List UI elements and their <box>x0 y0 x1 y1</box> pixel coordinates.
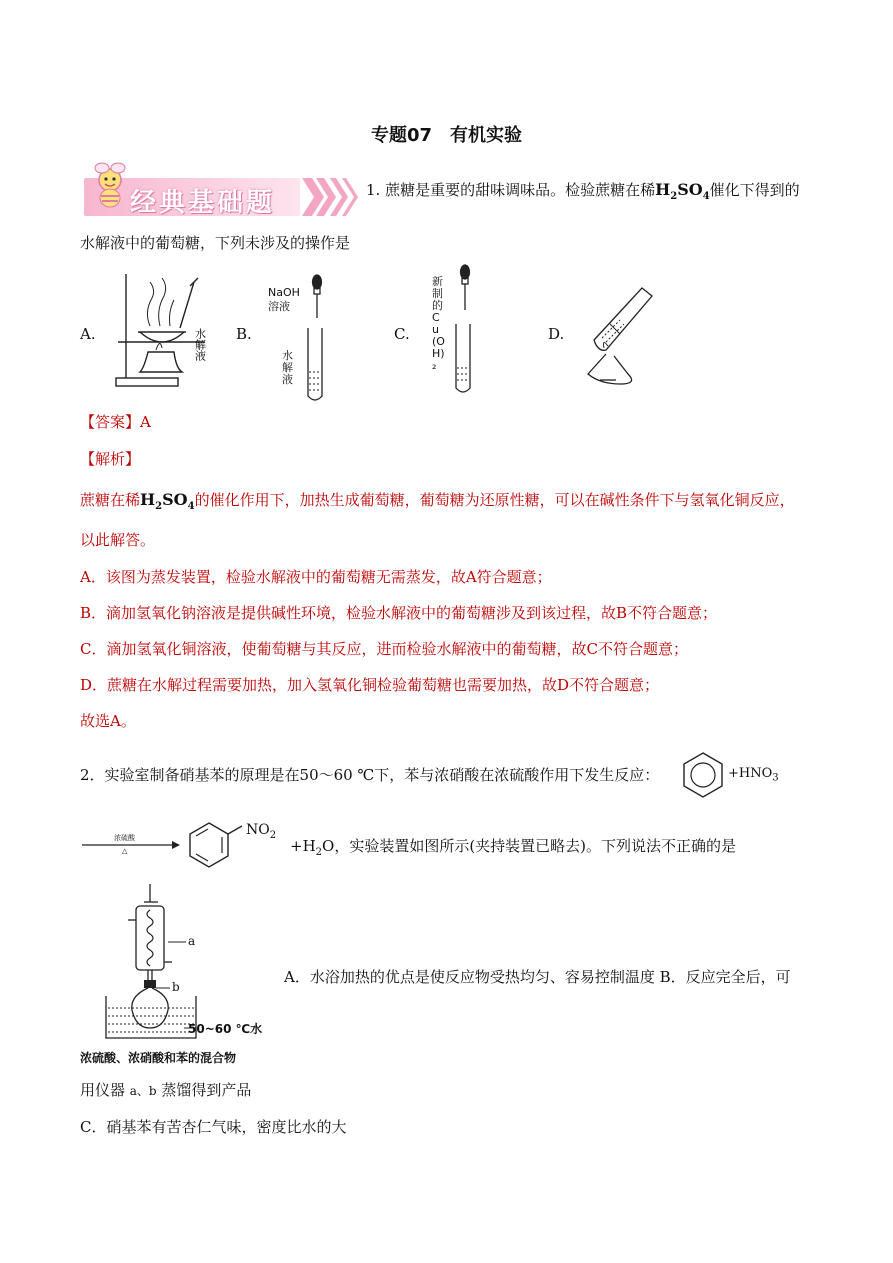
fig-label-mixture: 浓硫酸、浓硝酸和苯的混合物 <box>80 1051 237 1065</box>
q1-stem-line1 <box>366 180 800 207</box>
q1-analysis-line2: 以此解答。 <box>80 531 156 549</box>
fig-label-water: 50~60 ℃水 <box>188 1022 263 1036</box>
q2-stem-line1: 2．实验室制备硝基苯的原理是在50～60 ℃下，苯与浓硝酸在浓硫酸作用下发生反应： <box>80 766 660 784</box>
q2-options-line2: 用仪器 a、b 蒸馏得到产品 <box>80 1081 252 1099</box>
q1-analysis-b: B．滴加氢氧化钠溶液是提供碱性环境，检验水解液中的葡萄糖涉及到该过程，故B不符合题意； <box>80 604 718 622</box>
q1-stem-line2: 水解液中的葡萄糖，下列未涉及的操作是 <box>80 234 351 252</box>
fig-c-reagent: 新制的Cu(OH)₂ <box>432 275 445 372</box>
fig-label-b: b <box>172 980 180 994</box>
q1-analysis-conclusion: 故选A。 <box>80 712 136 730</box>
q2-stem-line2: $+H_2O$，实验装置如图所示(夹持装置已略去)。下列说法不正确的是 <box>290 837 737 858</box>
q1-option-d-label: D. <box>548 325 565 343</box>
dropper-test-tube-b-figure <box>298 272 332 406</box>
q1-analysis-d: D．蔗糖在水解过程需要加热，加入氢氧化铜检验葡萄糖也需要加热，故D不符合题意； <box>80 676 660 694</box>
arrow-condition-bottom: △ <box>122 847 128 855</box>
section-banner <box>80 160 364 218</box>
fig-b-reagent: NaOH 溶液 <box>268 286 300 313</box>
banner-text: 经典基础题 <box>130 188 276 218</box>
q1-analysis-c: C．滴加氢氧化铜溶液，使葡萄糖与其反应，进而检验水解液中的葡萄糖，故C不符合题意； <box>80 640 688 658</box>
evaporation-apparatus-figure <box>104 268 216 392</box>
q1-formula: $H_2SO_4$ <box>655 180 710 203</box>
arrow-condition-top: 浓硫酸 <box>114 834 135 842</box>
no2-label: $NO_2$ <box>246 822 277 841</box>
q1-analysis-tag: 【解析】 <box>80 450 141 468</box>
q1-analysis-line1: 蔗糖在稀$H_2SO_4$的催化作用下，加热生成葡萄糖，葡萄糖为还原性糖，可以在碱性条件下与氢氧化铜反应， <box>80 490 795 513</box>
q1-option-c-label: C. <box>394 325 410 343</box>
page-title: 专题07 有机实验 <box>370 125 523 146</box>
hno3-label: $+HNO_3$ <box>728 766 779 784</box>
q1-analysis-a: A．该图为蒸发装置，检验水解液中的葡萄糖无需蒸发，故A符合题意； <box>80 568 552 586</box>
fig-b-liquid: 水解液 <box>282 349 293 386</box>
q1-stem-a: 1. 蔗糖是重要的甜味调味品。检验蔗糖在稀 <box>366 181 656 199</box>
q1-answer: 【答案】A <box>80 413 151 431</box>
q1-option-a-label: A. <box>80 325 96 343</box>
dropper-test-tube-c-figure <box>446 262 480 396</box>
heated-test-tube-d-figure <box>580 280 660 388</box>
benzene-ring-icon <box>680 750 726 800</box>
q1-stem-b: 催化下得到的 <box>709 181 800 199</box>
q2-option-c: C．硝基苯有苦杏仁气味，密度比水的大 <box>80 1118 347 1136</box>
fig-label-a: a <box>188 934 196 948</box>
q2-options-line1: A．水浴加热的优点是使反应物受热均匀、容易控制温度 B．反应完全后，可 <box>284 968 791 986</box>
q1-option-b-label: B. <box>236 325 252 343</box>
nitrobenzene-ring-icon <box>186 820 242 870</box>
fig-a-liquid-label: 水解液 <box>193 328 207 361</box>
